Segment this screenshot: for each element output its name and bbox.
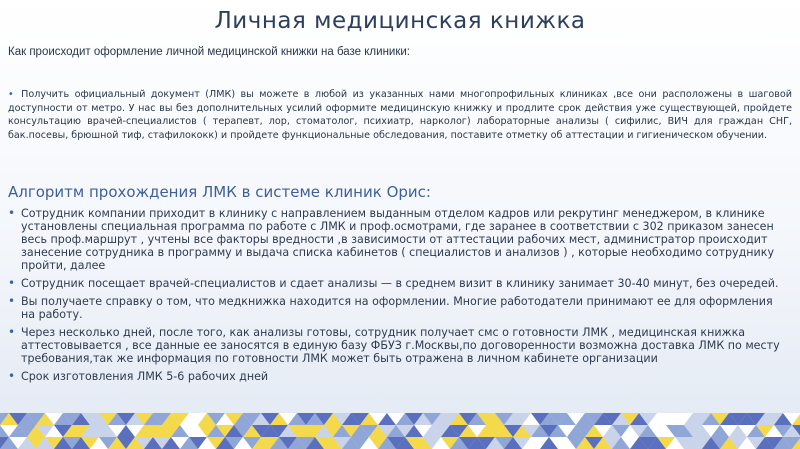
algorithm-list <box>8 207 788 388</box>
bullet-icon: • <box>8 325 16 339</box>
bullet-icon: • <box>8 206 16 220</box>
list-item <box>8 295 788 321</box>
decorative-triangle-band <box>0 413 800 449</box>
list-item-text: Вы получаете справку о том, что медкнижка находится на оформлении. Многие работодатели принимают ее для оформления на работу. <box>21 295 773 321</box>
list-item-text: Срок изготовления ЛМК 5-6 рабочих дней <box>21 370 269 383</box>
list-item <box>8 326 788 365</box>
list-item-text: Сотрудник посещает врачей-специалистов и сдает анализы — в среднем визит в клинику занимает 30-40 минут, без очередей. <box>21 277 779 290</box>
bullet-icon: • <box>8 89 14 100</box>
list-item <box>8 370 788 383</box>
list-item-text: Через несколько дней, после того, как анализы готовы, сотрудник получает смс о готовности ЛМК , медицинская книжка аттестовывается , все данные ее заносятся в единую базу ФБУЗ г.Москвы,по договоренности возможна доставка ЛМК по месту требования,так же информация по готовности ЛМК может быть отражена в личном кабинете организации <box>21 326 780 365</box>
bullet-icon: • <box>8 294 16 308</box>
list-item-text: Сотрудник компании приходит в клинику с направлением выданным отделом кадров или рекрутинг менеджером, в клинике установлены специальная программа по работе с ЛМК и проф.осмотрами, где заранее в соответствии с 302 приказом занесен весь проф.маршрут , учтены все факторы вредности ,в зависимости от аттестации рабочих мест, администратор происходит занесение сотрудника в программу и выдача списка кабинетов ( специалистов и анализов ) , которые необходимо сотруднику пройти, далее <box>21 207 775 272</box>
slide-subtitle: Как происходит оформление личной медицинской книжки на базе клиники: <box>8 46 410 58</box>
list-item <box>8 277 788 290</box>
section-title: Алгоритм прохождения ЛМК в системе клиник Орис: <box>8 183 431 201</box>
bullet-icon: • <box>8 369 16 383</box>
list-item <box>8 207 788 272</box>
intro-text: Получить официальный документ (ЛМК) вы можете в любой из указанных нами многопрофильных клиниках ,все они расположены в шаговой доступности от метро. У нас вы без дополнительных усилий оформите медицинскую книжку и продлите срок действия уже существующей, пройдете консультацию врачей-специалистов ( терапевт, лор, стоматолог, психиатр, нарколог) лабораторные анализы ( сифилис, ВИЧ для граждан СНГ, бак.посевы, брюшной тиф, стафилококк) и пройдете функциональные обследования, поставите отметку об аттестации и гигиеническом обучении. <box>8 89 792 141</box>
intro-paragraph <box>8 88 792 142</box>
slide-title: Личная медицинская книжка <box>214 8 586 34</box>
bullet-icon: • <box>8 276 16 290</box>
